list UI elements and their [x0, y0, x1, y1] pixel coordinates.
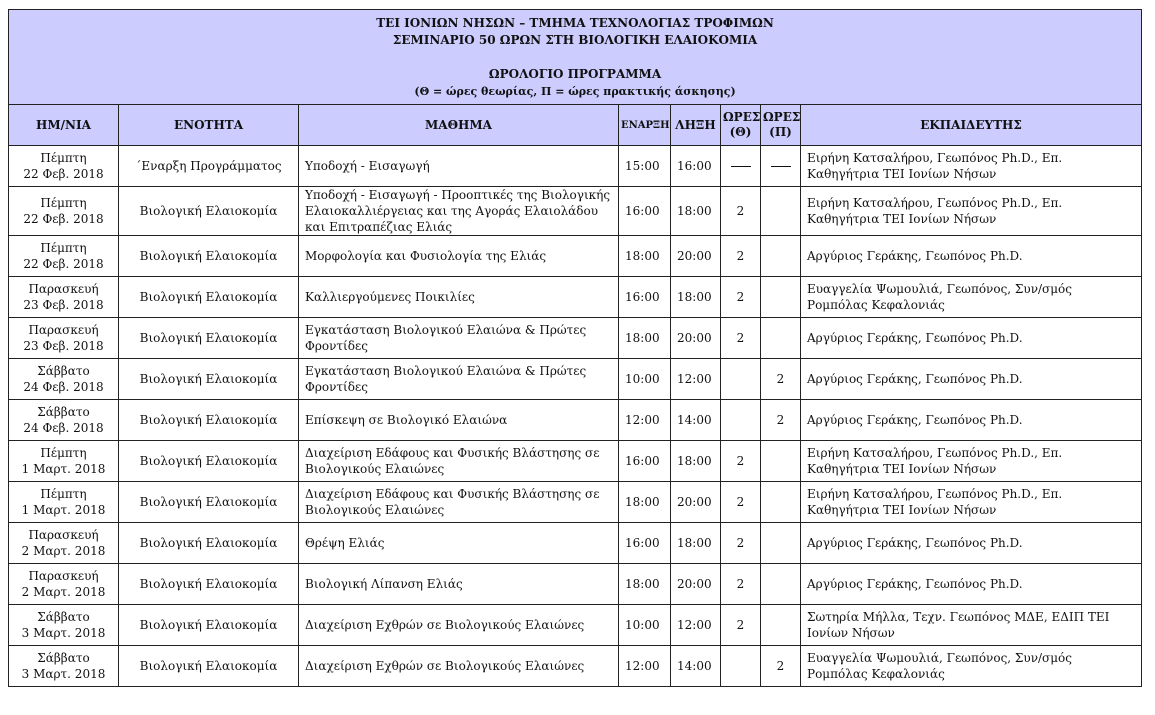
practice-hours-cell [761, 146, 801, 187]
no-hours-dash [771, 166, 791, 167]
end-time-cell: 14:00 [671, 400, 721, 441]
theory-hours-cell [721, 646, 761, 687]
table-row [9, 523, 1142, 564]
date-text: 22 Φεβ. 2018 [23, 167, 104, 181]
theory-hours-cell [721, 359, 761, 400]
course-cell: Εγκατάσταση Βιολογικού Ελαιώνα & Πρώτες Φροντίδες [299, 318, 619, 359]
theory-hours-cell: 2 [721, 236, 761, 277]
course-cell: Διαχείριση Εδάφους και Φυσικής Βλάστησης σε Βιολογικούς Ελαιώνες [299, 482, 619, 523]
date-cell [9, 523, 119, 564]
col-practice-label: ΩΡΕΣ [763, 110, 801, 124]
table-row [9, 646, 1142, 687]
col-theory-code: (Θ) [729, 125, 752, 139]
date-text: 24 Φεβ. 2018 [23, 380, 104, 394]
unit-cell: Βιολογική Ελαιοκομία [119, 564, 299, 605]
end-time-cell: 20:00 [671, 236, 721, 277]
practice-hours-cell: 2 [761, 646, 801, 687]
start-time-cell: 18:00 [619, 564, 671, 605]
date-cell [9, 146, 119, 187]
start-time-cell: 10:00 [619, 605, 671, 646]
col-practice-code: (Π) [769, 125, 792, 139]
date-text: 22 Φεβ. 2018 [23, 212, 104, 226]
instructor-cell: Ειρήνη Κατσαλήρου, Γεωπόνος Ph.D., Επ. Καθηγήτρια ΤΕΙ Ιονίων Νήσων [801, 441, 1142, 482]
table-row [9, 441, 1142, 482]
schedule-title: ΩΡΟΛΟΓΙΟ ΠΡΟΓΡΑΜΜΑ [488, 67, 662, 81]
date-text: 3 Μαρτ. 2018 [21, 626, 106, 640]
date-text: 24 Φεβ. 2018 [23, 421, 104, 435]
practice-hours-cell [761, 564, 801, 605]
practice-hours-cell [761, 318, 801, 359]
seminar-title: ΣΕΜΙΝΑΡΙΟ 50 ΩΡΩΝ ΣΤΗ ΒΙΟΛΟΓΙΚΗ ΕΛΑΙΟΚΟΜΙΑ [392, 33, 758, 47]
col-theory-label: ΩΡΕΣ [723, 110, 761, 124]
course-cell: Μορφολογία και Φυσιολογία της Ελιάς [299, 236, 619, 277]
unit-cell: Βιολογική Ελαιοκομία [119, 359, 299, 400]
table-row [9, 236, 1142, 277]
start-time-cell: 16:00 [619, 523, 671, 564]
day-text: Παρασκευή [28, 528, 99, 542]
date-cell [9, 187, 119, 236]
theory-hours-cell: 2 [721, 564, 761, 605]
day-text: Πέμπτη [40, 487, 87, 501]
course-cell: Διαχείριση Εχθρών σε Βιολογικούς Ελαιώνες [299, 605, 619, 646]
col-theory-hours [721, 105, 761, 146]
date-text: 23 Φεβ. 2018 [23, 339, 104, 353]
course-cell: Επίσκεψη σε Βιολογικό Ελαιώνα [299, 400, 619, 441]
date-cell [9, 277, 119, 318]
table-row [9, 482, 1142, 523]
day-text: Παρασκευή [28, 569, 99, 583]
date-text: 2 Μαρτ. 2018 [21, 585, 106, 599]
unit-cell: Βιολογική Ελαιοκομία [119, 646, 299, 687]
practice-hours-cell: 2 [761, 400, 801, 441]
end-time-cell: 20:00 [671, 318, 721, 359]
unit-cell: Βιολογική Ελαιοκομία [119, 482, 299, 523]
practice-hours-cell [761, 605, 801, 646]
start-time-cell: 12:00 [619, 646, 671, 687]
date-cell [9, 359, 119, 400]
practice-hours-cell [761, 236, 801, 277]
table-row [9, 605, 1142, 646]
instructor-cell: Ειρήνη Κατσαλήρου, Γεωπόνος Ph.D., Επ. Καθηγήτρια ΤΕΙ Ιονίων Νήσων [801, 482, 1142, 523]
theory-hours-cell [721, 146, 761, 187]
course-cell: Υποδοχή - Εισαγωγή [299, 146, 619, 187]
date-cell [9, 646, 119, 687]
course-cell: Βιολογική Λίπανση Ελιάς [299, 564, 619, 605]
table-row [9, 359, 1142, 400]
theory-hours-cell: 2 [721, 482, 761, 523]
instructor-cell: Αργύριος Γεράκης, Γεωπόνος Ph.D. [801, 359, 1142, 400]
day-text: Πέμπτη [40, 241, 87, 255]
date-text: 3 Μαρτ. 2018 [21, 667, 106, 681]
instructor-cell: Ευαγγελία Ψωμουλιά, Γεωπόνος, Συν/σμός Ρομπόλας Κεφαλονιάς [801, 277, 1142, 318]
start-time-cell: 18:00 [619, 236, 671, 277]
instructor-cell: Αργύριος Γεράκης, Γεωπόνος Ph.D. [801, 318, 1142, 359]
instructor-cell: Ειρήνη Κατσαλήρου, Γεωπόνος Ph.D., Επ. Καθηγήτρια ΤΕΙ Ιονίων Νήσων [801, 146, 1142, 187]
theory-hours-cell: 2 [721, 318, 761, 359]
unit-cell: Βιολογική Ελαιοκομία [119, 318, 299, 359]
title-block [9, 10, 1142, 105]
course-cell: Διαχείριση Εδάφους και Φυσικής Βλάστησης σε Βιολογικούς Ελαιώνες [299, 441, 619, 482]
table-row [9, 400, 1142, 441]
table-row [9, 277, 1142, 318]
theory-hours-cell: 2 [721, 277, 761, 318]
date-cell [9, 236, 119, 277]
date-cell [9, 482, 119, 523]
schedule-sheet [8, 9, 1141, 687]
course-cell: Υποδοχή - Εισαγωγή - Προοπτικές της Βιολογικής Ελαιοκαλλιέργειας και της Αγοράς Ελαιολάδου και Επιτραπέζιας Ελιάς [299, 187, 619, 236]
date-text: 2 Μαρτ. 2018 [21, 544, 106, 558]
date-cell [9, 441, 119, 482]
theory-hours-cell: 2 [721, 605, 761, 646]
col-unit: ΕΝΟΤΗΤΑ [119, 105, 299, 146]
theory-hours-cell [721, 400, 761, 441]
table-row [9, 187, 1142, 236]
theory-hours-cell: 2 [721, 187, 761, 236]
table-row [9, 318, 1142, 359]
day-text: Παρασκευή [28, 282, 99, 296]
instructor-cell: Αργύριος Γεράκης, Γεωπόνος Ph.D. [801, 523, 1142, 564]
instructor-cell: Σωτηρία Μήλλα, Τεχν. Γεωπόνος ΜΔΕ, ΕΔΙΠ ΤΕΙ Ιονίων Νήσων [801, 605, 1142, 646]
col-end: ΛΗΞΗ [671, 105, 721, 146]
day-text: Σάββατο [37, 405, 90, 419]
day-text: Σάββατο [37, 364, 90, 378]
day-text: Πέμπτη [40, 446, 87, 460]
practice-hours-cell [761, 482, 801, 523]
practice-hours-cell [761, 523, 801, 564]
column-header-row [9, 105, 1142, 146]
start-time-cell: 10:00 [619, 359, 671, 400]
unit-cell: Βιολογική Ελαιοκομία [119, 277, 299, 318]
table-row [9, 564, 1142, 605]
date-text: 22 Φεβ. 2018 [23, 257, 104, 271]
start-time-cell: 12:00 [619, 400, 671, 441]
schedule-table [8, 9, 1142, 687]
course-cell: Καλλιεργούμενες Ποικιλίες [299, 277, 619, 318]
date-cell [9, 564, 119, 605]
end-time-cell: 12:00 [671, 359, 721, 400]
col-practice-hours [761, 105, 801, 146]
instructor-cell: Ειρήνη Κατσαλήρου, Γεωπόνος Ph.D., Επ. Καθηγήτρια ΤΕΙ Ιονίων Νήσων [801, 187, 1142, 236]
table-row [9, 146, 1142, 187]
unit-cell: Βιολογική Ελαιοκομία [119, 400, 299, 441]
course-cell: Εγκατάσταση Βιολογικού Ελαιώνα & Πρώτες Φροντίδες [299, 359, 619, 400]
start-time-cell: 15:00 [619, 146, 671, 187]
start-time-cell: 16:00 [619, 187, 671, 236]
unit-cell: Βιολογική Ελαιοκομία [119, 441, 299, 482]
end-time-cell: 18:00 [671, 523, 721, 564]
end-time-cell: 20:00 [671, 482, 721, 523]
end-time-cell: 20:00 [671, 564, 721, 605]
col-start: ΕΝΑΡΞΗ [619, 105, 671, 146]
practice-hours-cell [761, 187, 801, 236]
date-cell [9, 400, 119, 441]
day-text: Παρασκευή [28, 323, 99, 337]
unit-cell: Βιολογική Ελαιοκομία [119, 236, 299, 277]
practice-hours-cell [761, 277, 801, 318]
theory-hours-cell: 2 [721, 523, 761, 564]
start-time-cell: 18:00 [619, 318, 671, 359]
instructor-cell: Αργύριος Γεράκης, Γεωπόνος Ph.D. [801, 564, 1142, 605]
unit-cell: ΄Εναρξη Προγράμματος [119, 146, 299, 187]
end-time-cell: 18:00 [671, 187, 721, 236]
schedule-rows [9, 146, 1142, 687]
end-time-cell: 14:00 [671, 646, 721, 687]
practice-hours-cell [761, 441, 801, 482]
institution-title: ΤΕΙ ΙΟΝΙΩΝ ΝΗΣΩΝ – ΤΜΗΜΑ ΤΕΧΝΟΛΟΓΙΑΣ ΤΡΟΦΙΜΩΝ [376, 16, 774, 30]
course-cell: Διαχείριση Εχθρών σε Βιολογικούς Ελαιώνες [299, 646, 619, 687]
end-time-cell: 18:00 [671, 441, 721, 482]
instructor-cell: Ευαγγελία Ψωμουλιά, Γεωπόνος, Συν/σμός Ρομπόλας Κεφαλονιάς [801, 646, 1142, 687]
theory-hours-cell: 2 [721, 441, 761, 482]
unit-cell: Βιολογική Ελαιοκομία [119, 523, 299, 564]
course-cell: Θρέψη Ελιάς [299, 523, 619, 564]
unit-cell: Βιολογική Ελαιοκομία [119, 187, 299, 236]
legend-note: (Θ = ώρες θεωρίας, Π = ώρες πρακτικής άσκησης) [414, 85, 736, 98]
day-text: Πέμπτη [40, 196, 87, 210]
day-text: Πέμπτη [40, 151, 87, 165]
instructor-cell: Αργύριος Γεράκης, Γεωπόνος Ph.D. [801, 400, 1142, 441]
col-course: ΜΑΘΗΜΑ [299, 105, 619, 146]
end-time-cell: 16:00 [671, 146, 721, 187]
start-time-cell: 16:00 [619, 277, 671, 318]
date-text: 1 Μαρτ. 2018 [21, 503, 106, 517]
instructor-cell: Αργύριος Γεράκης, Γεωπόνος Ph.D. [801, 236, 1142, 277]
date-text: 1 Μαρτ. 2018 [21, 462, 106, 476]
col-instructor: ΕΚΠΑΙΔΕΥΤΗΣ [801, 105, 1142, 146]
day-text: Σάββατο [37, 610, 90, 624]
date-cell [9, 318, 119, 359]
no-hours-dash [731, 166, 751, 167]
date-cell [9, 605, 119, 646]
start-time-cell: 16:00 [619, 441, 671, 482]
date-text: 23 Φεβ. 2018 [23, 298, 104, 312]
unit-cell: Βιολογική Ελαιοκομία [119, 605, 299, 646]
col-date: ΗΜ/ΝΙΑ [9, 105, 119, 146]
start-time-cell: 18:00 [619, 482, 671, 523]
day-text: Σάββατο [37, 651, 90, 665]
end-time-cell: 18:00 [671, 277, 721, 318]
practice-hours-cell: 2 [761, 359, 801, 400]
end-time-cell: 12:00 [671, 605, 721, 646]
